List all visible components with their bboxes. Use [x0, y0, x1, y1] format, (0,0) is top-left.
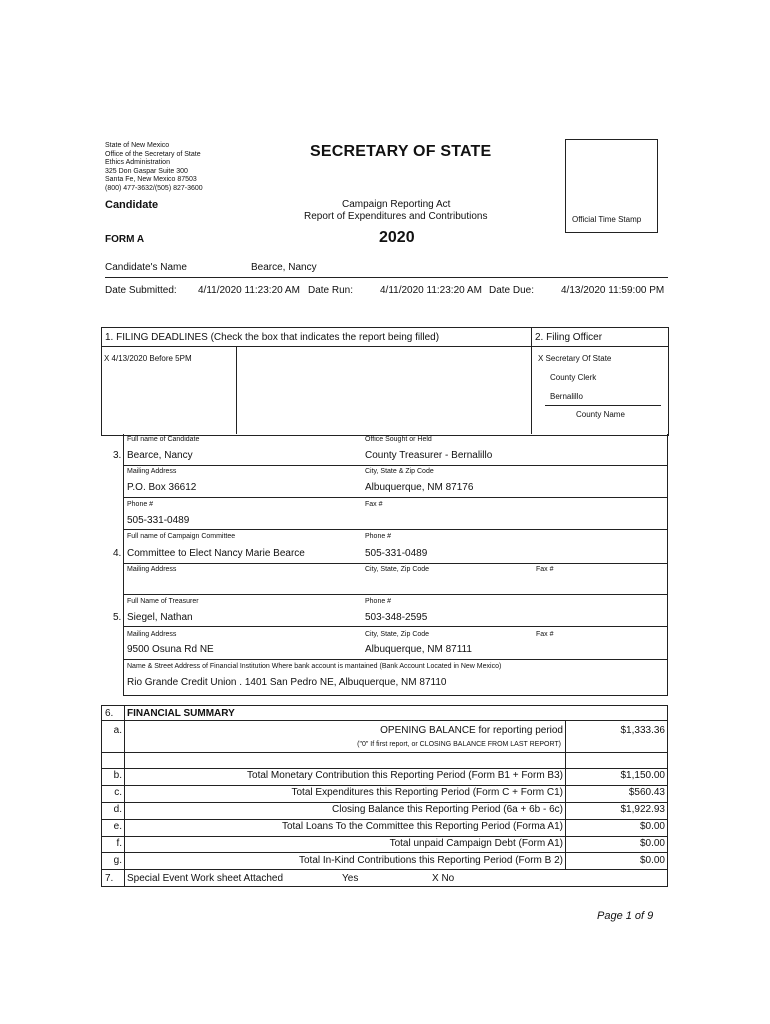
divider: [101, 346, 668, 347]
section1-title: 1. FILING DEADLINES (Check the box that indicates the report being filled): [105, 332, 440, 343]
summary-row-label: Total Expenditures this Reporting Period (Form C + Form C1): [291, 787, 563, 798]
agency-line: (800) 477-3632/(505) 827-3600: [105, 184, 203, 192]
summary-row-value: $1,150.00: [620, 770, 665, 781]
form-label: FORM A: [105, 234, 145, 245]
officer-county-checkbox[interactable]: County Clerk: [550, 373, 597, 382]
row-letter: c.: [114, 787, 122, 798]
divider: [101, 852, 668, 853]
divider: [101, 802, 668, 803]
summary-row-label: Total unpaid Campaign Debt (Form A1): [389, 838, 563, 849]
committee-phone: 505-331-0489: [365, 548, 428, 559]
section4-number: 4.: [113, 548, 122, 559]
section7-number: 7.: [105, 873, 114, 884]
candidate-name-label: Candidate's Name: [105, 262, 187, 273]
candidate-name: Bearce, Nancy: [251, 262, 317, 273]
agency-line: Santa Fe, New Mexico 87503: [105, 176, 197, 184]
divider: [101, 768, 668, 769]
date-submitted-label: Date Submitted:: [105, 285, 177, 296]
divider: [101, 785, 668, 786]
treasurer-city-label: City, State, Zip Code: [365, 631, 430, 638]
summary-row-label: Total Loans To the Committee this Reporting Period (Forma A1): [281, 821, 563, 832]
divider: [123, 594, 668, 595]
mailing-address: P.O. Box 36612: [127, 482, 197, 493]
date-run: 4/11/2020 11:23:20 AM: [380, 285, 482, 296]
special-event-yes[interactable]: Yes: [342, 873, 359, 884]
opening-balance-label: OPENING BALANCE for reporting period: [380, 725, 563, 736]
phone-label: Phone #: [127, 501, 154, 508]
divider: [123, 434, 124, 696]
candidate-fullname: Bearce, Nancy: [127, 450, 193, 461]
divider: [123, 465, 668, 466]
treasurer-phone: 503-348-2595: [365, 612, 428, 623]
treasurer-mail-label: Mailing Address: [127, 631, 177, 638]
treasurer-label: Full Name of Treasurer: [127, 598, 199, 605]
date-due-label: Date Due:: [489, 285, 535, 296]
section3-number: 3.: [113, 450, 122, 461]
report-name: Report of Expenditures and Contributions: [304, 211, 488, 222]
divider: [101, 705, 668, 706]
office-sought: County Treasurer - Bernalillo: [365, 450, 493, 461]
divider: [123, 563, 668, 564]
treasurer-phone-label: Phone #: [365, 598, 392, 605]
row-letter: g.: [113, 855, 122, 866]
time-stamp-label: Official Time Stamp: [572, 215, 642, 224]
candidate-fullname-label: Full name of Candidate: [127, 436, 200, 443]
officer-sos-checkbox[interactable]: X Secretary Of State: [538, 354, 612, 363]
divider: [101, 869, 668, 870]
deadline-checkbox[interactable]: X 4/13/2020 Before 5PM: [104, 354, 192, 363]
date-due: 4/13/2020 11:59:00 PM: [561, 285, 665, 296]
summary-row-value: $0.00: [639, 821, 665, 832]
divider: [123, 497, 668, 498]
section6-number: 6.: [105, 708, 114, 719]
divider: [105, 277, 668, 278]
city-state-zip-label: City, State & Zip Code: [365, 468, 434, 475]
divider: [101, 720, 668, 721]
treasurer-name: Siegel, Nathan: [127, 612, 193, 623]
treasurer-fax-label: Fax #: [536, 631, 554, 638]
county-name-label: County Name: [576, 410, 625, 419]
summary-row-value: $560.43: [628, 787, 665, 798]
special-event-label: Special Event Work sheet Attached: [127, 873, 284, 884]
divider: [236, 346, 237, 434]
divider: [101, 886, 668, 887]
divider: [123, 659, 668, 660]
treasurer-mail: 9500 Osuna Rd NE: [127, 644, 214, 655]
divider: [545, 405, 661, 406]
divider: [101, 836, 668, 837]
section6-title: FINANCIAL SUMMARY: [127, 708, 235, 719]
agency-address: [105, 142, 203, 194]
divider: [667, 705, 668, 887]
row-letter: f.: [116, 838, 122, 849]
divider: [531, 327, 532, 434]
mailing-address-label: Mailing Address: [127, 468, 177, 475]
special-event-no[interactable]: X No: [432, 873, 455, 884]
candidate-heading: Candidate: [105, 199, 159, 211]
agency-line: Office of the Secretary of State: [105, 150, 201, 158]
row-letter: a.: [113, 725, 122, 736]
committee-name: Committee to Elect Nancy Marie Bearce: [127, 548, 305, 559]
committee-city-label: City, State, Zip Code: [365, 566, 430, 573]
row-letter: b.: [113, 770, 122, 781]
summary-row-label: Closing Balance this Reporting Period (6a + 6b - 6c): [332, 804, 563, 815]
date-run-label: Date Run:: [308, 285, 354, 296]
divider: [123, 695, 668, 696]
divider: [101, 752, 668, 753]
bank-label: Name & Street Address of Financial Institution Where bank account is mantained (Bank Account Located in New Mexico): [127, 663, 502, 670]
summary-row-value: $0.00: [639, 855, 665, 866]
opening-balance-value: $1,333.36: [620, 725, 665, 736]
row-letter: e.: [113, 821, 122, 832]
divider: [123, 529, 668, 530]
act-name: Campaign Reporting Act: [342, 199, 451, 210]
summary-row-label: Total Monetary Contribution this Reporting Period (Form B1 + Form B3): [247, 770, 563, 781]
divider: [101, 819, 668, 820]
agency-line: Ethics Administration: [105, 159, 170, 167]
fax-label: Fax #: [365, 501, 383, 508]
opening-balance-note: ("0" If first report, or CLOSING BALANCE FROM LAST REPORT): [357, 741, 561, 748]
page-number: Page 1 of 9: [597, 910, 654, 922]
section2-title: 2. Filing Officer: [535, 332, 603, 343]
city-state-zip: Albuquerque, NM 87176: [365, 482, 474, 493]
office-label: Office Sought or Held: [365, 436, 432, 443]
county-name: Bernalillo: [550, 392, 583, 401]
divider: [123, 626, 668, 627]
summary-row-value: $1,922.93: [620, 804, 665, 815]
summary-row-label: Total In-Kind Contributions this Reporting Period (Form B 2): [298, 855, 563, 866]
agency-line: 325 Don Gaspar Suite 300: [105, 167, 188, 175]
agency-line: State of New Mexico: [105, 142, 170, 149]
committee-fax-label: Fax #: [536, 566, 554, 573]
divider: [667, 434, 668, 696]
treasurer-city: Albuquerque, NM 87111: [365, 644, 472, 655]
summary-row-value: $0.00: [639, 838, 665, 849]
bank-address: Rio Grande Credit Union . 1401 San Pedro NE, Albuquerque, NM 87110: [127, 677, 447, 688]
row-letter: d.: [113, 804, 122, 815]
candidate-phone: 505-331-0489: [127, 515, 190, 526]
committee-phone-label: Phone #: [365, 533, 392, 540]
report-year: 2020: [379, 229, 415, 246]
committee-mail-label: Mailing Address: [127, 566, 177, 573]
section5-number: 5.: [113, 612, 122, 623]
committee-label: Full name of Campaign Committee: [127, 533, 236, 540]
date-submitted: 4/11/2020 11:23:20 AM: [198, 285, 300, 296]
page-title: SECRETARY OF STATE: [310, 143, 492, 160]
